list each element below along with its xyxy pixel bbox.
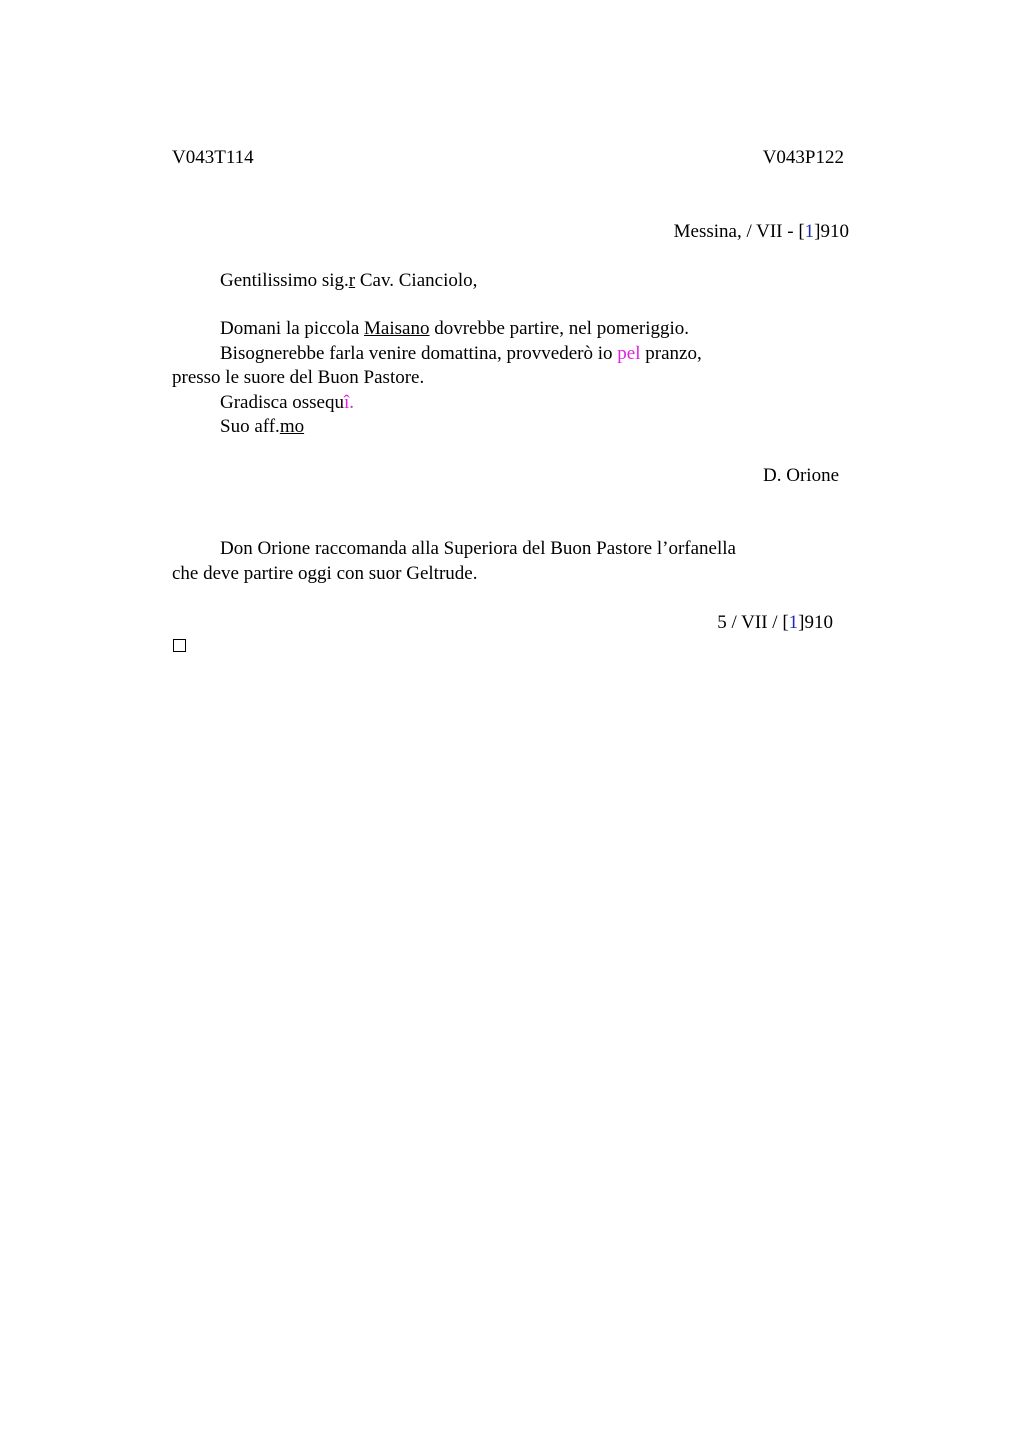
- signature: D. Orione: [763, 465, 839, 486]
- body-line-2-prefix: Bisognerebbe farla venire domattina, provvederò io: [220, 343, 618, 364]
- note-date-bracket-digit: 1: [788, 612, 799, 633]
- end-square-icon: [173, 639, 186, 652]
- note-date-prefix: 5 / VII / [: [717, 612, 789, 633]
- salutation-abbrev: r: [348, 270, 356, 291]
- signoff-abbrev: mo: [279, 416, 305, 437]
- letter-date: [674, 220, 849, 244]
- salutation-suffix: Cav. Cianciolo,: [355, 270, 478, 291]
- note-date-suffix: ]910: [798, 612, 833, 633]
- body-line-1-prefix: Domani la piccola: [220, 318, 365, 339]
- note-line-1: Don Orione raccomanda alla Superiora del Buon Pastore l’orfanella: [220, 538, 736, 559]
- left-code: V043T114: [172, 147, 254, 168]
- body-line-2-suffix: pranzo,: [640, 343, 702, 364]
- date-bracket-digit: 1: [804, 221, 815, 242]
- signoff-prefix: Suo aff.: [220, 416, 280, 437]
- body-line-3: presso le suore del Buon Pastore.: [172, 367, 425, 388]
- right-code: V043P122: [762, 147, 844, 168]
- note-line-2: che deve partire oggi con suor Geltrude.: [172, 563, 478, 584]
- note-date: [717, 611, 833, 635]
- body-line-1-name: Maisano: [364, 318, 430, 339]
- salutation-prefix: Gentilissimo sig.: [220, 270, 349, 291]
- signoff-line: [220, 415, 304, 439]
- body-line-2-highlight: pel: [617, 343, 641, 364]
- closing-prefix: Gradisca ossequ: [220, 392, 344, 413]
- body-line-2: [220, 342, 702, 366]
- closing-highlight: î.: [344, 392, 355, 413]
- body-line-1: [220, 317, 689, 341]
- body-line-1-suffix: dovrebbe partire, nel pomeriggio.: [429, 318, 690, 339]
- closing-line: [220, 391, 354, 415]
- salutation: [220, 269, 477, 293]
- date-suffix: ]910: [814, 221, 849, 242]
- date-prefix: Messina, / VII - [: [673, 221, 805, 242]
